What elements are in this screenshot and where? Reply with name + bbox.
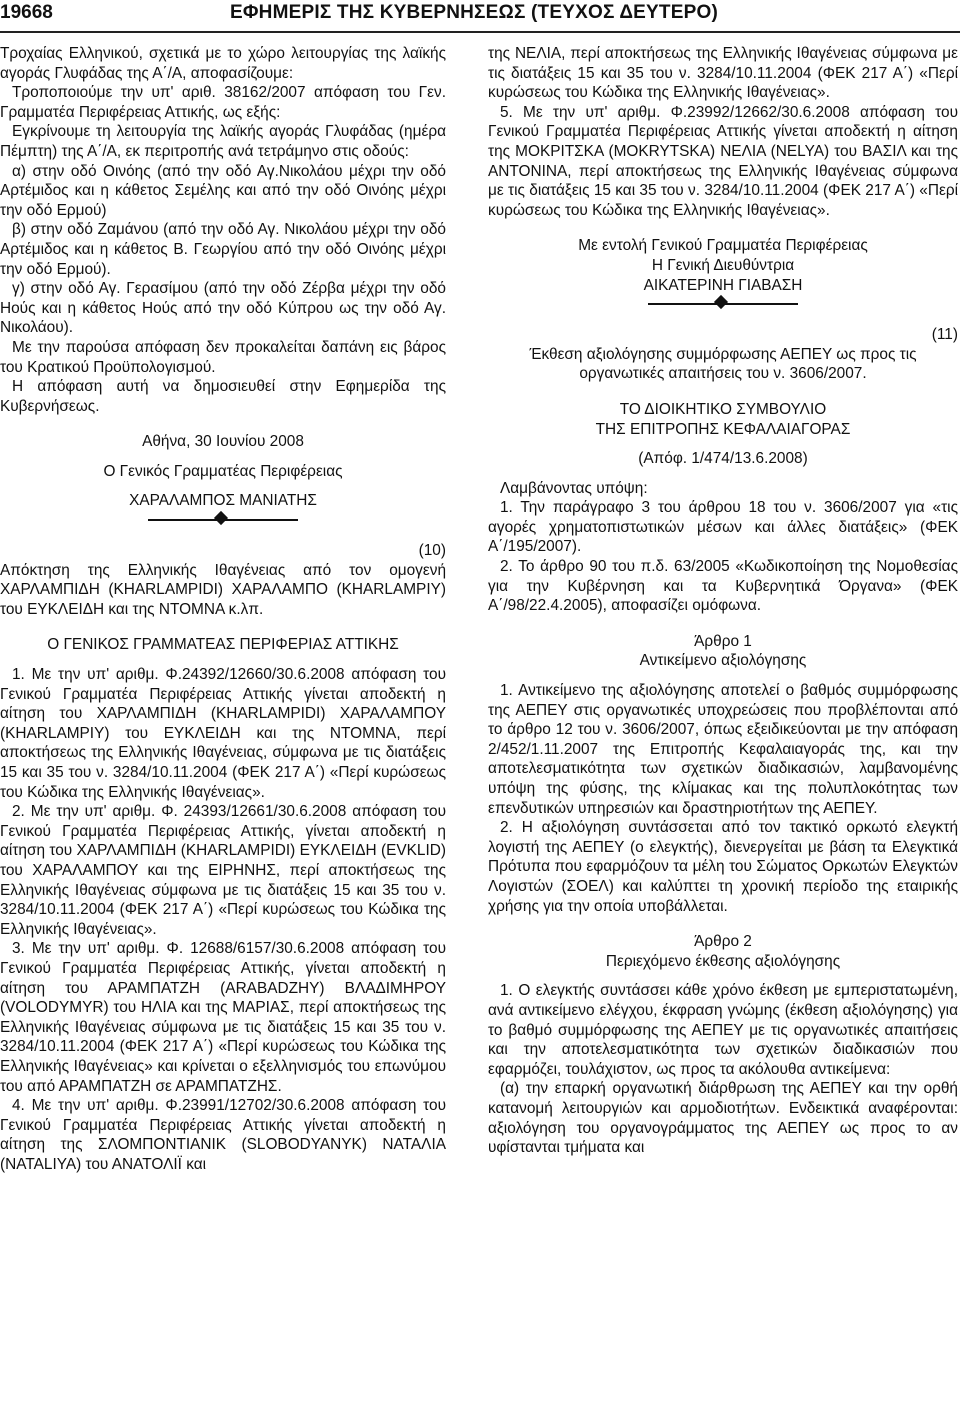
separator-ornament-2 (648, 297, 798, 311)
paragraph-4: 4. Με την υπ' αριθμ. Φ.23991/12702/30.6.2008 απόφαση του Γενικού Γραμματέα Περιφέρειας Αττικής γίνεται αποδεκτή η αίτηση της ΣΛΟΜΠΟΝΤΙΑΝΙΚ (SLOBODYANYK) ΝΑΤΑΛΙΑ (NATALIYA) του ΑΝΑΤΟΛΙΪ και (0, 1097, 446, 1173)
paragraph-3: 3. Με την υπ' αριθμ. Φ. 12688/6157/30.6.2008 απόφαση του Γενικού Γραμματέα Περιφέρειας Αττικής, γίνεται αποδεκτή η αίτηση του ΑΡΑΜΠΑΤΖΗ (ARABADZHY) ΒΛΑΔΙΜΗΡΟΥ (VOLODYMYR) του ΗΛΙΑ και της ΜΑΡΙΑΣ, περί αποκτήσεως της Ελληνικής Ιθαγένειας σύμφωνα με τις διατάξεις 15 και 35 του ν. 3284/10.11.2004 (ΦΕΚ 217 Α΄) «Περί κυρώσεως του Κώδικα της Ελληνικής Ιθαγένειας» και κρίνεται ο εξελληνισμός του επωνύμου του από ΑΡΑΜΠΑΤΖΗ σε ΑΡΑΜΠΑΤΖΗΣ. (0, 940, 446, 1095)
header-rule (0, 31, 960, 33)
approve-text: Εγκρίνουμε τη λειτουργία της λαϊκής αγοράς Γλυφάδας (ημέρα Πέμπτη) της Α΄/Α, εκ περιτροπής ανά τετράμηνο στις οδούς: (0, 123, 446, 160)
signature-role: Ο Γενικός Γραμματέας Περιφέρειας (103, 462, 343, 480)
article-2-item-a: (α) την επαρκή οργανωτική διάρθρωση της ΑΕΠΕΥ και την ορθή κατανομή λειτουργιών και αρμοδιοτήτων. Ενδεικτικά αναφέρονται: αξιολόγηση του οργανογράμματος της ΑΕΠΕΥ ως προς το αν υφίστανται τμήματα και (488, 1080, 958, 1157)
article-2-title: Περιεχόμενο έκθεσης αξιολόγησης (605, 952, 841, 970)
paragraph-5: 5. Με την υπ' αριθμ. Φ.23992/12662/30.6.2008 απόφαση του Γενικού Γραμματέα Περιφέρειας Αττικής γίνεται αποδεκτή η αίτηση της ΜΟΚΡΙΤΣΚΑ (MOKRYTSKA) ΝΕΛΙΑ (NELYA) του ΒΑΣΙΛ και της ΑΝΤΟΝΙΝΑ, περί αποκτήσεως της Ελληνικής Ιθαγένειας σύμφωνα με τις διατάξεις 15 και 35 του ν. 3284/10.11.2004 (ΦΕΚ 217 Α΄) «Περί κυρώσεως του Κώδικα της Ελληνικής Ιθαγένειας». (488, 103, 958, 219)
page-header (0, 0, 960, 30)
article-2-number: Άρθρο 2 (694, 933, 752, 951)
consideration-2: 2. Το άρθρο 90 του π.δ. 63/2005 «Κωδικοποίηση της Νομοθεσίας για την Κυβέρνηση και τα Κυβερνητικά Όργανα» (ΦΕΚ Α΄/98/22.4.2005), αποφασίζει ομόφωνα. (488, 558, 958, 615)
article-1-number: Άρθρο 1 (694, 632, 752, 650)
item-number-2: (11) (931, 326, 958, 344)
signature-place-date: Αθήνα, 30 Ιουνίου 2008 (142, 433, 304, 451)
publish-text: Η απόφαση αυτή να δημοσιευθεί στην Εφημερίδα της Κυβερνήσεως. (0, 378, 446, 415)
board-heading-1: ΤΟ ΔΙΟΙΚΗΤΙΚΟ ΣΥΜΒΟΥΛΙΟ (619, 400, 827, 418)
consideration-1: 1. Την παράγραφο 3 του άρθρου 18 του ν. 3606/2007 για «τις αγορές χρηματοπιστωτικών μέσων και άλλες διατάξεις» (ΦΕΚ Α΄/195/2007). (488, 499, 958, 556)
item-number: (10) (418, 542, 446, 560)
separator-ornament (148, 513, 298, 527)
article-2-paragraph-1: 1. Ο ελεγκτής συντάσσει κάθε χρόνο έκθεση με εμπεριστατωμένη, ανά αντικείμενο ελέγχου, έκφραση γνώμης (έκθεση αξιολόγησης) για το βαθμό συμμόρφωσης της ΑΕΠΕΥ με τις οργανωτικές απαιτήσεις και την αποτελεσματικότητα των σχετικών διαδικασιών που εφαρμόζει, τουλάχιστον, ως προς τα ακόλουθα αντικείμενα: (488, 982, 958, 1078)
left-column (0, 44, 446, 1174)
article-1-paragraph-2: 2. Η αξιολόγηση συντάσσεται από τον τακτικό ορκωτό ελεγκτή λογιστή της ΑΕΠΕΥ (ο ελεγκτής), διενεργείται με βάση τα Ελεγκτικά Πρότυπα που εφαρμόζουν τα μέλη του Σώματος Ορκωτών Ελεγκτών Λογιστών (ΣΟΕΛ) και καλύπτει τη χρονική περίοδο της εταιρικής χρήσης για την οποία υποβάλλεται. (488, 819, 958, 915)
right-column (488, 44, 958, 1158)
article-1-title: Αντικείμενο αξιολόγησης (639, 652, 807, 670)
item-title: Απόκτηση της Ελληνικής Ιθαγένειας από τον ομογενή ΧΑΡΛΑΜΠΙΔΗ (KHARLAMPIDI) ΧΑΡΑΛΑΜΠΟ (KHARLAMPIY) του ΕΥΚΛΕΙΔΗ και της ΝΤΟΜΝΑ κ.λπ. (0, 561, 446, 618)
paragraph-1: 1. Με την υπ' αριθμ. Φ.24392/12660/30.6.2008 απόφαση του Γενικού Γραμματέα Περιφέρειας Αττικής γίνεται αποδεκτή η αίτηση του ΧΑΡΛΑΜΠΙΔΗ (KHARLAMPIDI) ΧΑΡΑΛΑΜΠΟΥ (KHARLAMPIY) του ΕΥΚΛΕΙΔΗ και της ΝΤΟΜΝΑ, περί αποκτήσεως της Ελληνικής Ιθαγένειας, σύμφωνα με τις διατάξεις 15 και 35 του ν. 3284/10.11.2004 (ΦΕΚ 217 Α΄) «Περί κυρώσεως του Κώδικα της Ελληνικής Ιθαγένειας». (0, 666, 446, 801)
item-title-2: Έκθεση αξιολόγησης συμμόρφωσης ΑΕΠΕΥ ως προς τις οργανωτικές απαιτήσεις του ν. 3606/2007. (529, 345, 917, 383)
intro-text: Τροχαίας Ελληνικού, σχετικά με το χώρο λειτουργίας της λαϊκής αγοράς Γλυφάδας της Α΄/Α, αποφασίζουμε: (0, 45, 446, 82)
article-1-paragraph-1: 1. Αντικείμενο της αξιολόγησης αποτελεί ο βαθμός συμμόρφωσης της ΑΕΠΕΥ στις οργανωτικές υποχρεώσεις που προβλέπονται από το άρθρο 12 του ν. 3606/2007, όπως εξειδικεύονται με την απόφαση 2/452/1.11.2007 της Επιτροπής Κεφαλαιαγοράς της, και την αποτελεσματικότητα των σχετικών διαδικασιών, λαμβανομένης υπόψη της φύσης, της κλίμακας και της πολυπλοκότητας των επενδυτικών υπηρεσιών και δραστηριοτήτων της ΑΕΠΕΥ. (488, 682, 958, 817)
signature-name: ΧΑΡΑΛΑΜΠΟΣ ΜΑΝΙΑΤΗΣ (129, 492, 317, 510)
journal-title: ΕΦΗΜΕΡΙΣ ΤΗΣ ΚΥΒΕΡΝΗΣΕΩΣ (ΤΕΥΧΟΣ ΔΕΥΤΕΡΟ) (230, 2, 718, 23)
amend-text: Τροποποιούμε την υπ' αριθ. 38162/2007 απόφαση του Γεν. Γραμματέα Περιφέρειας Αττικής, ως εξής: (0, 84, 446, 121)
signature-name-2: ΑΙΚΑΤΕΡΙΝΗ ΓΙΑΒΑΣΗ (643, 276, 803, 294)
decision-number: (Απόφ. 1/474/13.6.2008) (638, 450, 808, 468)
street-c: γ) στην οδό Αγ. Γερασίμου (από την οδό Ζέρβα μέχρι την οδό Ηούς και η κάθετος Ηούς από την οδό Κύπρου ως την οδό Αγ. Νικολάου). (0, 280, 446, 337)
paragraph-2: 2. Με την υπ' αριθμ. Φ. 24393/12661/30.6.2008 απόφαση του Γενικού Γραμματέα Περιφέρειας Αττικής, γίνεται αποδεκτή η αίτηση του ΧΑΡΛΑΜΠΙΔΗ (KHARLAMPIDI) ΕΥΚΛΕΙΔΗ (EVKLID) του ΧΑΡΑΛΑΜΠΟΥ και της ΕΙΡΗΝΗΣ, περί αποκτήσεως της Ελληνικής Ιθαγένειας σύμφωνα με τις διατάξεις 15 και 35 του ν. 3284/10.11.2004 (ΦΕΚ 217 Α΄) «Περί κυρώσεως του Κώδικα της Ελληνικής Ιθαγένειας». (0, 803, 446, 938)
continuation-text: της ΝΕΛΙΑ, περί αποκτήσεως της Ελληνικής Ιθαγένειας σύμφωνα με τις διατάξεις 15 και 35 του ν. 3284/10.11.2004 (ΦΕΚ 217 Α΄) «Περί κυρώσεως του Κώδικα της Ελληνικής Ιθαγένειας». (488, 45, 958, 102)
street-a: α) στην οδό Οινόης (από την οδό Αγ.Νικολάου μέχρι την οδό Αρτέμιδος και η κάθετος Σεμέλης και από την οδό Οινόης μέχρι την οδό Ερμού) (0, 162, 446, 219)
budget-text: Με την παρούσα απόφαση δεν προκαλείται δαπάνη εις βάρος του Κρατικού Προϋπολογισμού. (0, 338, 446, 376)
considering-label: Λαμβάνοντας υπόψη: (500, 479, 648, 497)
street-b: β) στην οδό Ζαμάνου (από την οδό Αγ. Νικολάου μέχρι την οδό Αρτέμιδος και η κάθετος Β. Γεωργίου από την οδό Οινόης μέχρι την οδό Ερμού). (0, 221, 446, 278)
authority-heading: Ο ΓΕΝΙΚΟΣ ΓΡΑΜΜΑΤΕΑΣ ΠΕΡΙΦΕΡΙΑΣ ΑΤΤΙΚΗΣ (47, 636, 399, 654)
board-heading-2: ΤΗΣ ΕΠΙΤΡΟΠΗΣ ΚΕΦΑΛΑΙΑΓΟΡΑΣ (595, 420, 851, 438)
page-number: 19668 (0, 2, 53, 23)
signature-order: Με εντολή Γενικού Γραμματέα Περιφέρειας (578, 237, 868, 255)
signature-role-2: Η Γενική Διευθύντρια (651, 256, 795, 274)
